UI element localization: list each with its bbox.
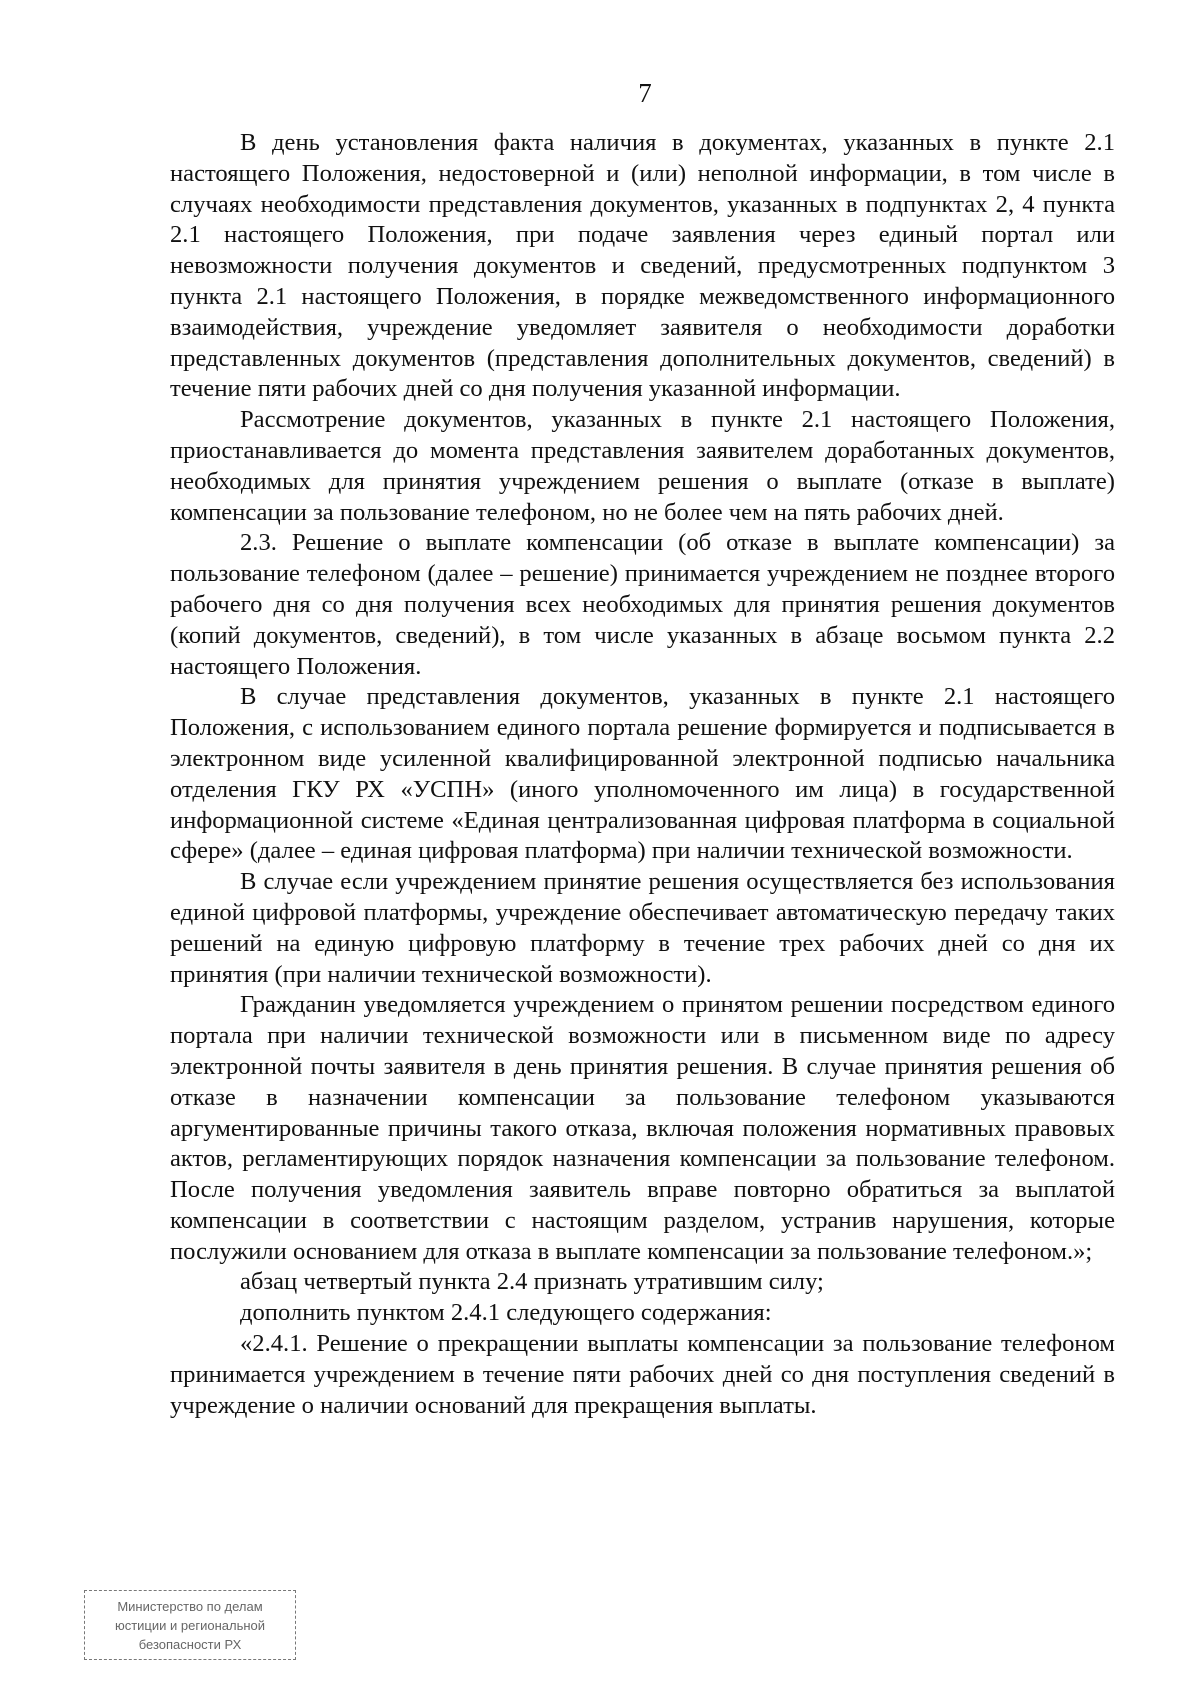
paragraph: В день установления факта наличия в документах, указанных в пункте 2.1 настоящего Положения, недостоверной и (или) неполной информации, в том числе в случаях необходимости представления документов, указанных в подпунктах 2, 4 пункта 2.1 настоящего Положения, при подаче заявления через единый портал или невозможности получения документов и сведений, предусмотренных подпунктом 3 пункта 2.1 настоящего Положения, в порядке межведомственного информационного взаимодействия, учреждение уведомляет заявителя о необходимости доработки представленных документов (представления дополнительных документов, сведений) в течение пяти рабочих дней со дня получения указанной информации. (170, 129, 1115, 403)
paragraph: 2.3. Решение о выплате компенсации (об отказе в выплате компенсации) за пользование телефоном (далее – решение) принимается учреждением не позднее второго рабочего дня со дня получения всех необходимых для принятия решения документов (копий документов, сведений), в том числе указанных в абзаце восьмом пункта 2.2 настоящего Положения. (170, 529, 1115, 680)
stamp-line: юстиции и региональной (114, 1618, 266, 1633)
document-body (170, 128, 1115, 1421)
stamp-line: Министерство по делам (117, 1599, 263, 1614)
paragraph: В случае если учреждением принятие решения осуществляется без использования единой цифровой платформы, учреждение обеспечивает автоматическую передачу таких решений на единую цифровую платформу в течение трех рабочих дней со дня их принятия (при наличии технической возможности). (170, 868, 1115, 988)
paragraph: абзац четвертый пункта 2.4 признать утратившим силу; (240, 1268, 824, 1296)
paragraph: «2.4.1. Решение о прекращении выплаты компенсации за пользование телефоном принимается учреждением в течение пяти рабочих дней со дня поступления сведений в учреждение о наличии оснований для прекращения выплаты. (170, 1330, 1115, 1419)
paragraph: В случае представления документов, указанных в пункте 2.1 настоящего Положения, с использованием единого портала решение формируется и подписывается в электронном виде усиленной квалифицированной электронной подписью начальника отделения ГКУ РХ «УСПН» (иного уполномоченного им лица) в государственной информационной системе «Единая централизованная цифровая платформа в социальной сфере» (далее – единая цифровая платформа) при наличии технической возможности. (170, 683, 1115, 865)
stamp-line: безопасности РХ (138, 1637, 242, 1652)
paragraph: дополнить пунктом 2.4.1 следующего содержания: (240, 1299, 772, 1327)
paragraph: Рассмотрение документов, указанных в пункте 2.1 настоящего Положения, приостанавливается до момента представления заявителем доработанных документов, необходимых для принятия учреждением решения о выплате (отказе в выплате) компенсации за пользование телефоном, но не более чем на пять рабочих дней. (170, 406, 1115, 526)
registration-stamp (84, 1590, 296, 1660)
page-number: 7 (638, 78, 652, 108)
paragraph: Гражданин уведомляется учреждением о принятом решении посредством единого портала при наличии технической возможности или в письменном виде по адресу электронной почты заявителя в день принятия решения. В случае принятия решения об отказе в назначении компенсации за пользование телефоном указываются аргументированные причины такого отказа, включая положения нормативных правовых актов, регламентирующих порядок назначения компенсации за пользование телефоном. После получения уведомления заявитель вправе повторно обратиться за выплатой компенсации в соответствии с настоящим разделом, устранив нарушения, которые послужили основанием для отказа в выплате компенсации за пользование телефоном.»; (170, 991, 1115, 1265)
